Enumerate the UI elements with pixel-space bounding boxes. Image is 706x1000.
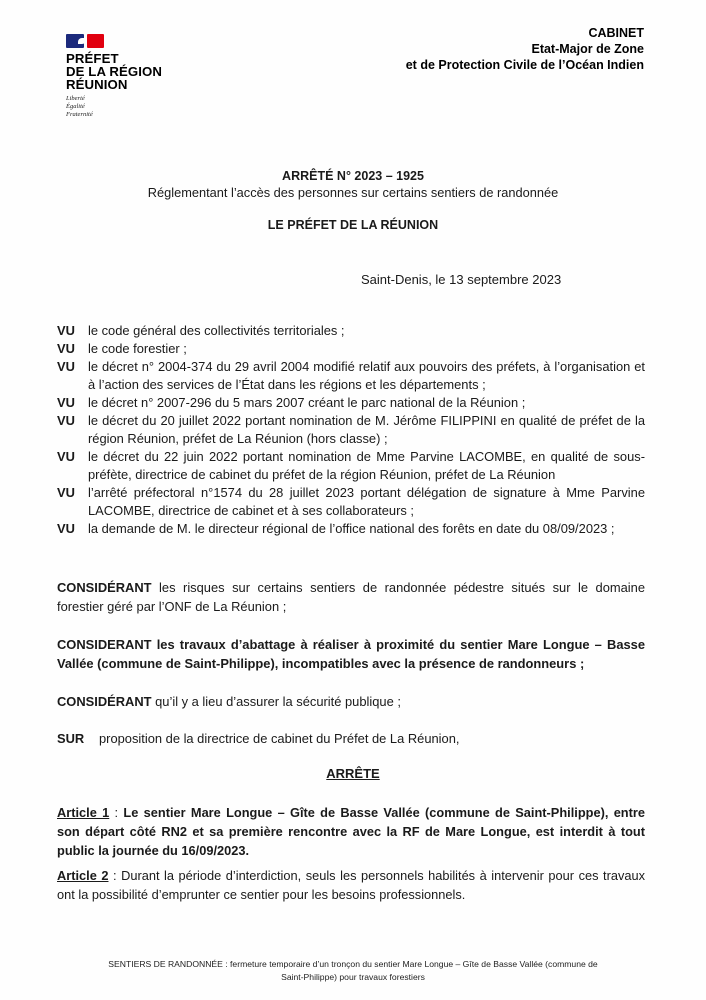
vu-text: l’arrêté préfectoral n°1574 du 28 juillet 2023 portant délégation de signature à Mme Parvine LACOMBE, directrice de cabinet et à ses collaborateurs ; <box>88 485 645 518</box>
vu-list <box>57 322 645 538</box>
logo-title-line: PRÉFET <box>66 51 119 66</box>
article-label: Article 1 <box>57 805 110 820</box>
vu-item <box>57 394 645 412</box>
article-text: Durant la période d’interdiction, seuls les personnels habilités à intervenir pour ces travaux ont la possibilité d’emprunter ce sentier pour les besoins professionnels. <box>57 868 645 902</box>
footer-line: SENTIERS DE RANDONNÉE : fermeture temporaire d’un tronçon du sentier Mare Longue – Gîte de Basse Vallée (commune de <box>108 959 598 969</box>
motto-line: Liberté <box>66 94 85 102</box>
article-1 <box>57 803 645 860</box>
sur-text: proposition de la directrice de cabinet du Préfet de La Réunion, <box>99 731 460 746</box>
office-line: CABINET <box>588 26 644 40</box>
article-2 <box>57 866 645 904</box>
considerant-label: CONSIDÉRANT <box>57 580 152 595</box>
vu-label: VU <box>57 521 75 536</box>
vu-label: VU <box>57 341 75 356</box>
vu-item <box>57 484 645 520</box>
sur-clause <box>57 729 645 748</box>
authority-heading: LE PRÉFET DE LA RÉUNION <box>267 218 439 232</box>
place-date: Saint-Denis, le 13 septembre 2023 <box>361 272 562 287</box>
considerant-text: qu’il y a lieu d’assurer la sécurité publique ; <box>151 694 401 709</box>
office-line: Etat-Major de Zone <box>531 42 644 56</box>
vu-label: VU <box>57 395 75 410</box>
vu-label: VU <box>57 359 75 374</box>
vu-text: le code forestier ; <box>88 341 187 356</box>
footer-line: Saint-Philippe) pour travaux forestiers <box>281 972 425 982</box>
prefecture-logo <box>66 34 206 119</box>
article-label: Article 2 <box>57 868 109 883</box>
considerant-label: CONSIDÉRANT <box>57 694 152 709</box>
vu-item <box>57 340 645 358</box>
decree-subtitle: Réglementant l’accès des personnes sur certains sentiers de randonnée <box>147 185 559 200</box>
vu-text: la demande de M. le directeur régional de l’office national des forêts en date du 08/09/2023 ; <box>88 521 615 536</box>
vu-text: le décret n° 2004-374 du 29 avril 2004 modifié relatif aux pouvoirs des préfets, à l’organisation et à l’action des services de l’État dans les régions et les départements ; <box>88 359 645 392</box>
article-sep: : <box>108 868 122 883</box>
vu-item <box>57 358 645 394</box>
vu-text: le code général des collectivités territoriales ; <box>88 323 345 338</box>
considerant-label: CONSIDERANT <box>57 637 152 652</box>
considerant-2 <box>57 635 645 673</box>
article-text: Le sentier Mare Longue – Gîte de Basse Vallée (commune de Saint-Philippe), entre son départ côté RN2 et sa première rencontre avec la RF de Mare Longue, est interdit à tout public la journée du 16/09/2023. <box>57 805 645 858</box>
decree-number: ARRÊTÉ N° 2023 – 1925 <box>282 169 424 183</box>
vu-label: VU <box>57 449 75 464</box>
considerant-text: les risques sur certains sentiers de randonnée pédestre situés sur le domaine forestier géré par l’ONF de La Réunion ; <box>57 580 645 614</box>
marianne-flag-icon <box>66 34 104 48</box>
considerant-1 <box>57 578 645 616</box>
sur-label: SUR <box>57 731 85 746</box>
logo-title-line: RÉUNION <box>66 77 128 93</box>
vu-item <box>57 322 645 340</box>
motto <box>66 95 206 119</box>
motto-line: Fraternité <box>66 110 93 118</box>
arrete-heading: ARRÊTE <box>326 766 380 781</box>
considerant-text: les travaux d’abattage à réaliser à proximité du sentier Mare Longue – Basse Vallée (commune de Saint-Philippe), incompatibles avec la présence de randonneurs ; <box>57 637 645 671</box>
logo-title-line: DE LA RÉGION <box>66 64 162 80</box>
office-line: et de Protection Civile de l’Océan Indien <box>405 58 644 72</box>
vu-label: VU <box>57 413 75 428</box>
vu-label: VU <box>57 323 75 338</box>
motto-line: Égalité <box>66 102 85 110</box>
page-footer <box>50 958 656 984</box>
vu-text: le décret du 22 juin 2022 portant nomination de Mme Parvine LACOMBE, en qualité de sous-préfète, directrice de cabinet du préfet de la région Réunion, préfet de La Réunion <box>88 449 645 482</box>
vu-text: le décret n° 2007-296 du 5 mars 2007 créant le parc national de la Réunion ; <box>88 395 526 410</box>
vu-text: le décret du 20 juillet 2022 portant nomination de M. Jérôme FILIPPINI en qualité de préfet de la région Réunion, préfet de La Réunion (hors classe) ; <box>88 413 645 446</box>
vu-item <box>57 412 645 448</box>
vu-label: VU <box>57 485 75 500</box>
vu-item <box>57 448 645 484</box>
considerant-3 <box>57 692 645 711</box>
article-sep: : <box>109 805 124 820</box>
issuing-office <box>406 25 644 73</box>
vu-item <box>57 520 645 538</box>
